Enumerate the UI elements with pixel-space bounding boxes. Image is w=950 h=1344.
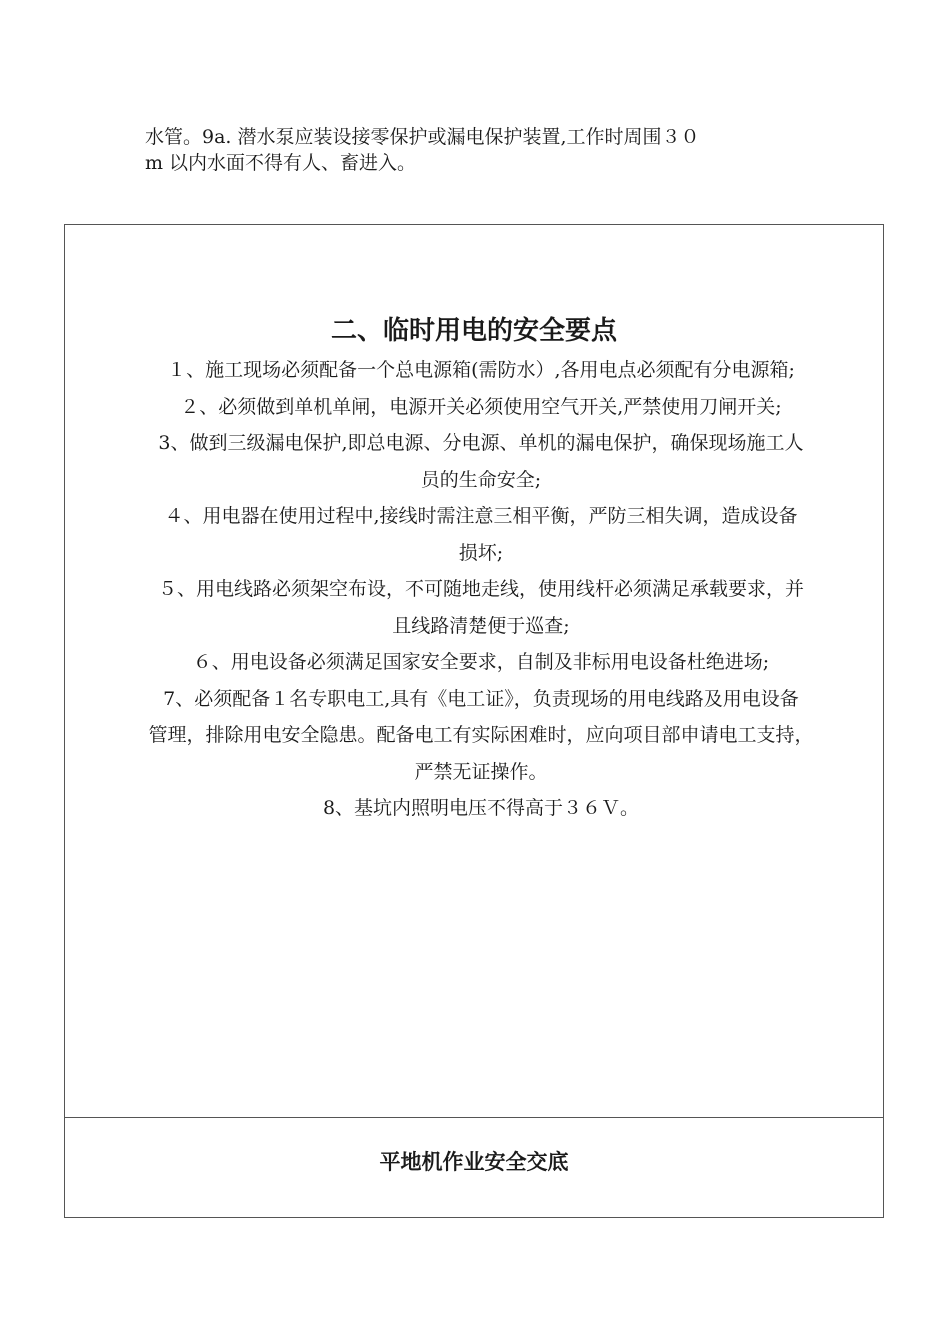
list-item-line: 8、基坑内照明电压不得高于３６Ｖ。 (322, 797, 640, 819)
list-item-line: 严禁无证操作。 (414, 760, 548, 783)
content-table (64, 224, 884, 1218)
intro-paragraph (145, 124, 825, 176)
list-item-line: ６、用电设备必须满足国家安全要求，自制及非标用电设备杜绝进场; (192, 651, 770, 673)
intro-line: m 以内水面不得有人、畜进入。 (145, 152, 417, 174)
table-divider (65, 1117, 883, 1118)
section-title: 二、临时用电的安全要点 (330, 316, 617, 346)
list-item-line: ４、用电器在使用过程中,接线时需注意三相平衡，严防三相失调，造成设备 (164, 505, 798, 527)
list-item-line: 7、必须配备１名专职电工,具有《电工证》，负责现场的用电线路及用电设备 (163, 687, 799, 710)
list-item-line: 3、做到三级漏电保护,即总电源、分电源、单机的漏电保护，确保现场施工人 (158, 432, 804, 454)
safety-items-list (81, 352, 881, 827)
list-item-line: 员的生命安全; (420, 468, 542, 491)
list-item-line: 管理，排除用电安全隐患。配备电工有实际困难时，应向项目部申请电工支持， (148, 724, 814, 746)
list-item-line: ２、必须做到单机单闸，电源开关必须使用空气开关,严禁使用刀闸开关; (180, 395, 782, 418)
list-item-line: １、施工现场必须配备一个总电源箱(需防水）,各用电点必须配有分电源箱; (167, 359, 795, 381)
intro-line: 水管。9a. 潜水泵应装设接零保护或漏电保护装置,工作时周围３０ (145, 126, 700, 148)
list-item-line: ５、用电线路必须架空布设，不可随地走线，使用线杆必须满足承载要求，并 (157, 578, 804, 600)
list-item-line: 损坏; (458, 541, 504, 564)
footer-title: 平地机作业安全交底 (379, 1150, 569, 1174)
list-item-line: 且线路清楚便于巡查; (392, 614, 570, 637)
